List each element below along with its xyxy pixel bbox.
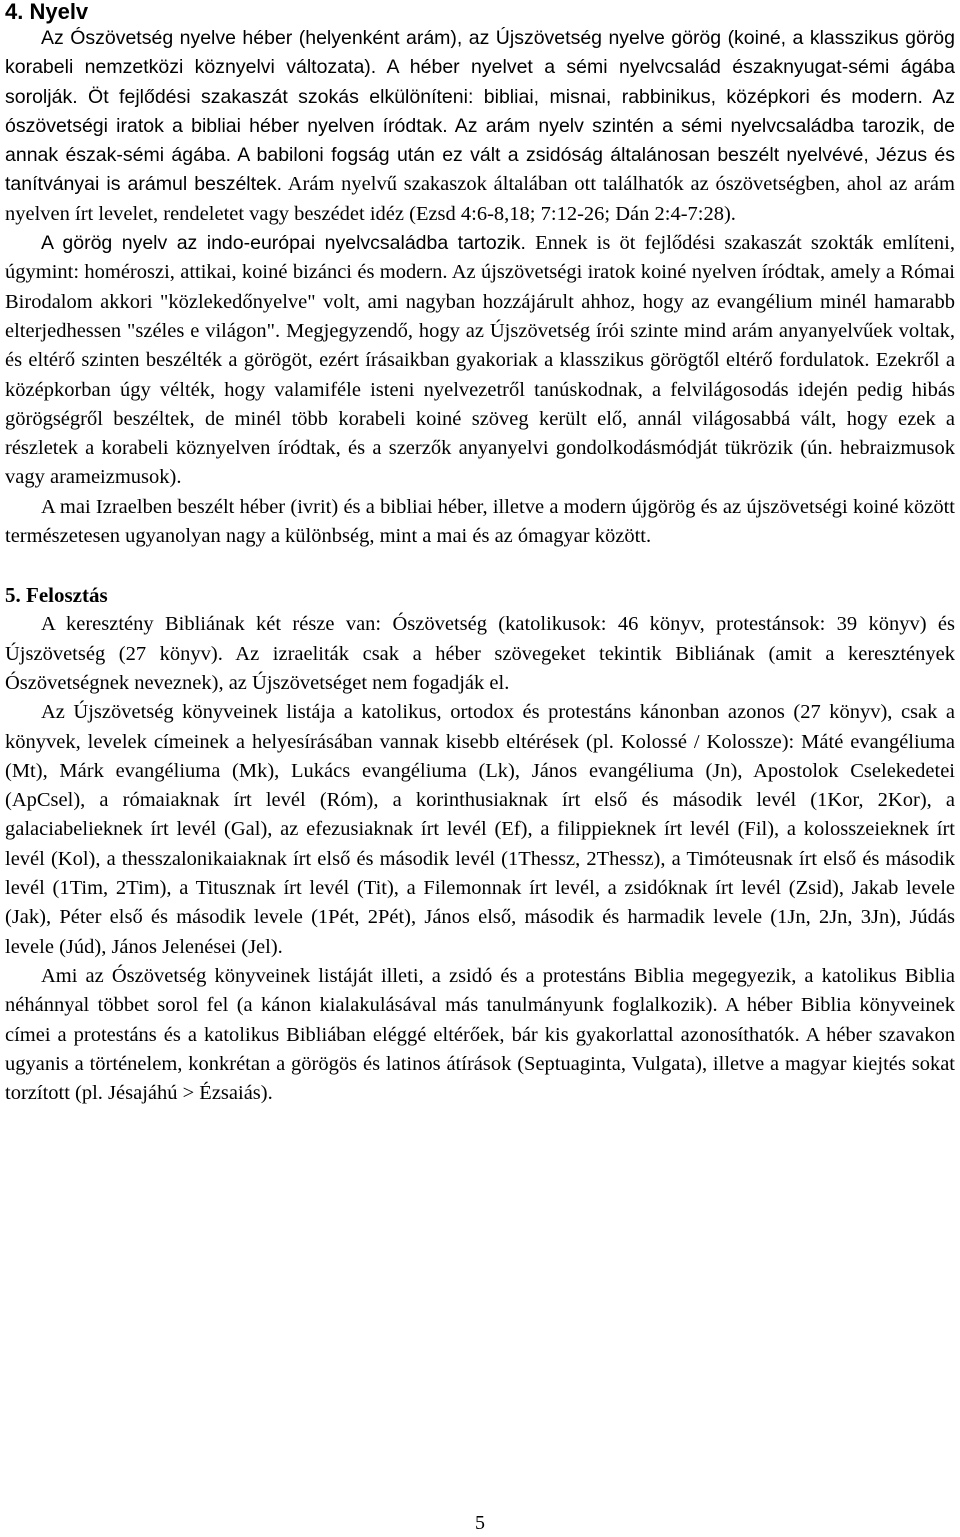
section-5-paragraph-1: A keresztény Bibliának két része van: Ószövetség (katolikusok: 46 könyv, protestánsok: 39 könyv) és Újszövetség (27 könyv). Az izraeliták csak a héber szövegeket tekintik Bibliának (amit a keresztények Ószövetségnek neveznek), az Újszövetséget nem fogadják el. <box>5 613 955 694</box>
section-4-paragraph-2-serif-text: Ennek is öt fejlődési szakaszát szokták említeni, úgymint: homéroszi, attikai, koiné bizánci és modern. Az újszövetségi iratok koiné nyelven íródtak, amely a Római Birodalom akkori "közlekedőnyelve" volt, ami nagyban hozzájárult ahhoz, hogy az evangélium minél hamarabb elterjedhessen "széles e világon". Megjegyzendő, hogy az Újszövetség írói szinte mind arám anyanyelvűek voltak, és eltérő szinten beszélték a görögöt, ezért írásaikban gyakoriak a klasszikus görögtől eltérő fordulatok. Ezekről a középkorban úgy vélték, hogy valamiféle isteni nyelvezetről tanúskodnak, a felvilágosodás idején pedig hibás görögségről beszéltek, de minél több korabeli koiné szöveg került elő, annál világosabbá vált, hogy ezek a részletek a korabeli köznyelven íródtak, és a szerzők anyanyelvi gondolkodásmódját tükrözik (ún. hebraizmusok vagy arameizmusok). <box>5 232 955 489</box>
document-page <box>5 0 955 1108</box>
section-4-paragraph-1 <box>5 24 955 229</box>
section-4-heading: 4. Nyelv <box>5 0 89 24</box>
section-4-paragraph-1-sans-text: Az Ószövetség nyelve héber (helyenként arám), az Újszövetség nyelve görög (koiné, a klasszikus görög korabeli nemzetközi köznyelvi változata). A héber nyelvet a sémi nyelvcsalád északnyugat-sémi ágába sorolják. Öt fejlődési szakaszát szokás elkülöníteni: bibliai, misnai, rabbinikus, középkori és modern. Az ószövetségi iratok a bibliai héber nyelven íródtak. Az arám nyelv szintén a sémi nyelvcsaládba tarozik, de annak észak-sémi ágába. A babiloni fogság után ez vált a zsidóság általánosan beszélt nyelvévé, Jézus és tanítványai is arámul beszéltek. <box>5 27 955 196</box>
section-5-heading: 5. Felosztás <box>5 583 108 608</box>
section-spacer <box>5 551 955 581</box>
section-4-paragraph-2 <box>5 229 955 493</box>
section-4-paragraph-1-serif-text: Arám nyelvű szakaszok általában ott találhatók az ószövetségben, ahol az arám nyelven írt levelet, rendeletet vagy beszédet idéz (Ezsd 4:6-8,18; 7:12-26; Dán 2:4-7:28). <box>5 173 955 225</box>
page-number: 5 <box>475 1512 485 1534</box>
section-4-paragraph-2-sans-text: A görög nyelv az indo-európai nyelvcsaládba tartozik. <box>41 232 526 255</box>
section-4-paragraph-3: A mai Izraelben beszélt héber (ivrit) és a bibliai héber, illetve a modern újgörög és az újszövetségi koiné között természetesen ugyanolyan nagy a különbség, mint a mai és az ómagyar között. <box>5 495 955 548</box>
section-5-paragraph-2: Az Újszövetség könyveinek listája a katolikus, ortodox és protestáns kánonban azonos (27 könyv), csak a könyvek, levelek címeinek a helyesírásában vannak kisebb eltérések (pl. Kolossé / Kolossze): Máté evangéliuma (Mt), Márk evangéliuma (Mk), Lukács evangéliuma (Lk), János evangéliuma (Jn), Apostolok Cselekedetei (ApCsel), a rómaiaknak írt levél (Róm), a korinthusiaknak írt első és második levél (1Kor, 2Kor), a galaciabelieknek írt levél (Gal), az efezusiaknak írt levél (Ef), a filippieknek írt levél (Fil), a kolosszeieknek írt levél (Kol), a thesszalonikaiaknak írt első és második levél (1Thessz, 2Thessz), a Timóteusnak írt első és második levél (1Tim, 2Tim), a Titusznak írt levél (Tit), a Filemonnak írt levél, a zsidóknak írt levél (Zsid), Jakab levele (Jak), Péter első és második levele (1Pét, 2Pét), János első, második és harmadik levele (1Jn, 2Jn, 3Jn), Júdás levele (Júd), János Jelenései (Jel). <box>5 701 955 958</box>
section-5-paragraph-3: Ami az Ószövetség könyveinek listáját illeti, a zsidó és a protestáns Biblia megegyezik, a katolikus Biblia néhánnyal többet sorol fel (a kánon kialakulásával más tanulmányunk foglalkozik). A héber Biblia könyveinek címei a protestáns és a katolikus Bibliában eléggé eltérőek, bár kis gyakorlattal azonosíthatók. A héber szavakon ugyanis a történelem, konkrétan a görögös és latinos átírások (Septuaginta, Vulgata), illetve a magyar kiejtés sokat torzított (pl. Jésajáhú > Ézsaiás). <box>5 964 955 1105</box>
